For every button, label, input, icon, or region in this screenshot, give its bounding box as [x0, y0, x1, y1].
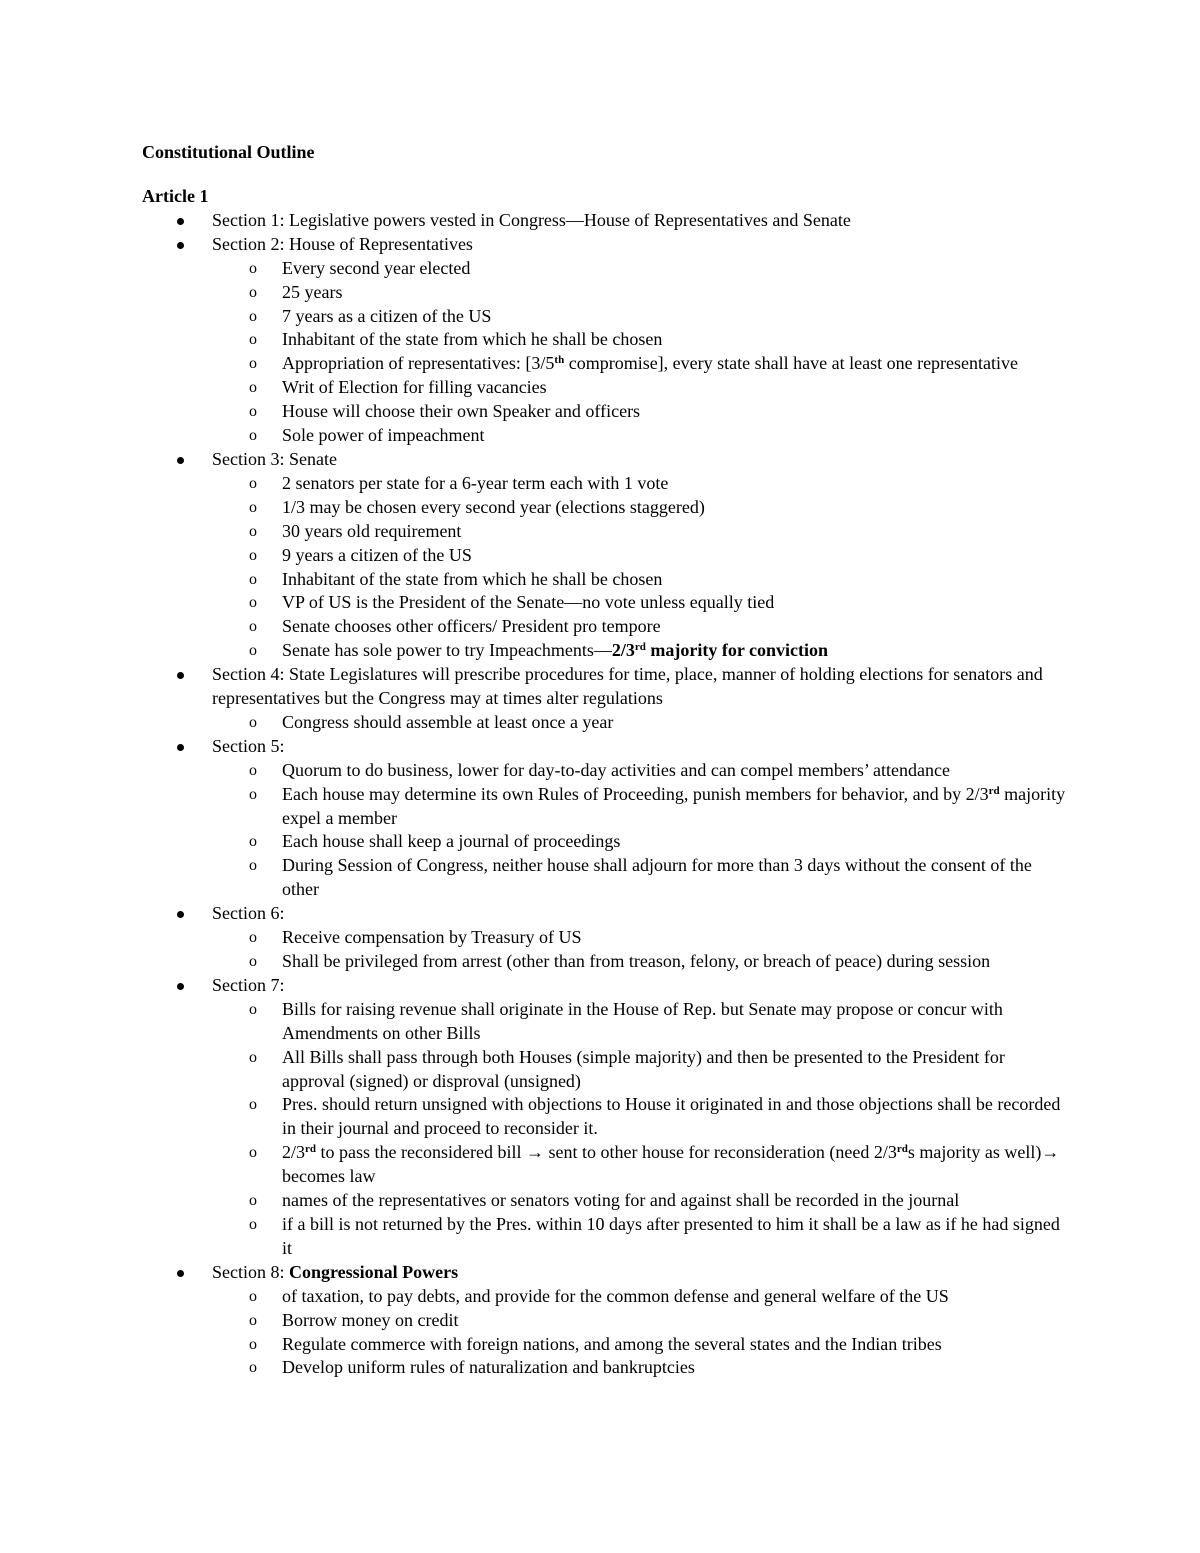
list-item: o 2 senators per state for a 6-year term each with 1 vote	[142, 472, 1072, 496]
list-item: o Congress should assemble at least once a year	[142, 711, 1072, 735]
section-3-label: Section 3: Senate	[212, 448, 337, 469]
article-heading: Article 1	[142, 186, 209, 206]
section-list	[142, 209, 1072, 1380]
list-item: o Regulate commerce with foreign nations, and among the several states and the Indian tribes	[142, 1333, 1072, 1357]
section-5	[142, 735, 1072, 902]
section-5-items	[212, 759, 1072, 902]
list-item: o 1/3 may be chosen every second year (elections staggered)	[142, 496, 1072, 520]
list-item: o Each house may determine its own Rules of Proceeding, punish members for behavior, and by 2/3rd majority expel a member	[249, 783, 1066, 828]
list-item: o if a bill is not returned by the Pres. within 10 days after presented to him it shall be a law as if he had signed it	[249, 1213, 1060, 1258]
bullet-icon	[177, 744, 184, 751]
sub-bullet-icon: o	[249, 259, 257, 277]
section-4-label: Section 4: State Legislatures will prescribe procedures for time, place, manner of holding elections for senators and representatives but the Congress may at times alter regulations	[212, 664, 1043, 709]
section-5-label: Section 5:	[212, 735, 285, 756]
section-6	[142, 902, 1072, 974]
sub-bullet-icon: o	[249, 833, 257, 851]
document-title: Constitutional Outline	[142, 142, 315, 162]
list-item: o Senate chooses other officers/ President pro tempore	[142, 615, 1072, 639]
arrow-right-icon: →	[1041, 1142, 1060, 1163]
section-3-items	[212, 472, 1072, 663]
section-8-heading: Congressional Powers	[289, 1261, 459, 1282]
list-item: o names of the representatives or senators voting for and against shall be recorded in the journal	[142, 1189, 1072, 1213]
list-item: o Quorum to do business, lower for day-to-day activities and can compel members’ attendance	[142, 759, 1072, 783]
list-item: o Bills for raising revenue shall originate in the House of Rep. but Senate may propose or concur with Amendments on other Bills	[249, 998, 1003, 1043]
sub-bullet-icon: o	[249, 355, 257, 373]
list-item: o Every second year elected	[142, 257, 1072, 281]
list-item: o Borrow money on credit	[142, 1309, 1072, 1333]
sub-bullet-icon: o	[249, 1359, 257, 1377]
sub-bullet-icon: o	[249, 307, 257, 325]
sub-bullet-icon: o	[249, 570, 257, 588]
section-6-label: Section 6:	[212, 903, 285, 924]
bullet-icon	[177, 672, 184, 679]
sub-bullet-icon: o	[249, 857, 257, 875]
sub-bullet-icon: o	[249, 785, 257, 803]
list-item: o of taxation, to pay debts, and provide for the common defense and general welfare of the US	[142, 1285, 1072, 1309]
list-item: o 9 years a citizen of the US	[142, 544, 1072, 568]
list-item: o 25 years	[142, 281, 1072, 305]
list-item: o Sole power of impeachment	[142, 424, 1072, 448]
list-item: o During Session of Congress, neither house shall adjourn for more than 3 days without the consent of the other	[249, 855, 1032, 900]
list-item: o 30 years old requirement	[142, 520, 1072, 544]
list-item: o House will choose their own Speaker and officers	[142, 400, 1072, 424]
sub-bullet-icon: o	[249, 522, 257, 540]
sub-bullet-icon: o	[249, 379, 257, 397]
arrow-right-icon: →	[525, 1142, 544, 1163]
sub-bullet-icon: o	[249, 642, 257, 660]
sub-bullet-icon: o	[249, 427, 257, 445]
list-item: o Receive compensation by Treasury of US	[142, 926, 1072, 950]
section-2-label: Section 2: House of Representatives	[212, 233, 473, 254]
sub-bullet-icon: o	[249, 953, 257, 970]
sub-bullet-icon: o	[249, 403, 257, 421]
list-item: o 2/3rd to pass the reconsidered bill → sent to other house for reconsideration (need 2/3rds majority as well)→ becomes law	[249, 1142, 1060, 1187]
section-7	[142, 974, 1072, 1261]
bullet-icon	[177, 457, 184, 464]
section-4-items	[212, 711, 1072, 735]
sub-bullet-icon: o	[249, 331, 257, 349]
sub-bullet-icon: o	[249, 1048, 257, 1066]
sub-bullet-icon: o	[249, 498, 257, 516]
list-item: o Appropriation of representatives: [3/5th compromise], every state shall have at least one representative	[142, 352, 1072, 376]
list-item: o All Bills shall pass through both Houses (simple majority) and then be presented to the President for approval (signed) or disproval (unsigned)	[249, 1046, 1005, 1091]
sub-bullet-icon: o	[249, 929, 257, 947]
section-3	[142, 448, 1072, 663]
list-item: o Shall be privileged from arrest (other than from treason, felony, or breach of peace) during session	[142, 950, 1072, 974]
section-2	[142, 233, 1072, 448]
section-6-items	[212, 926, 1072, 974]
sub-bullet-icon: o	[249, 761, 257, 779]
sub-bullet-icon: o	[249, 283, 257, 301]
sub-bullet-icon: o	[249, 1144, 257, 1162]
sub-bullet-icon: o	[249, 594, 257, 612]
section-1-text: Section 1: Legislative powers vested in Congress—House of Representatives and Senate	[212, 209, 851, 230]
sub-bullet-icon: o	[249, 1287, 257, 1305]
sub-bullet-icon: o	[249, 1335, 257, 1353]
sub-bullet-icon: o	[249, 1215, 257, 1233]
list-item: o Pres. should return unsigned with objections to House it originated in and those objections shall be recorded in their journal and proceed to reconsider it.	[249, 1094, 1061, 1139]
section-1	[142, 209, 1072, 233]
sub-bullet-icon: o	[249, 474, 257, 492]
sub-bullet-icon: o	[249, 1000, 257, 1018]
sub-bullet-icon: o	[249, 618, 257, 636]
bullet-icon	[177, 1270, 184, 1277]
section-7-items	[212, 998, 1072, 1261]
sub-bullet-icon: o	[249, 1192, 257, 1210]
section-8: Section 8: Congressional Powers o of taxation, to pay debts, and provide for the common defense and general welfare of the US o Borrow money on credit o Regulate commerce with foreign nations, and among the several states and the Indian tribes o Develop uniform rules of naturalization and bankruptcies	[142, 1261, 1072, 1381]
list-item: o Senate has sole power to try Impeachments—2/3rd majority for conviction	[142, 639, 1072, 663]
list-item: o Each house shall keep a journal of proceedings	[142, 830, 1072, 854]
list-item: o Inhabitant of the state from which he shall be chosen	[142, 328, 1072, 352]
section-2-items	[212, 257, 1072, 448]
list-item: o Develop uniform rules of naturalization and bankruptcies	[142, 1356, 1072, 1380]
sub-bullet-icon: o	[249, 713, 257, 731]
sub-bullet-icon: o	[249, 1311, 257, 1329]
bullet-icon	[177, 911, 184, 918]
sub-bullet-icon: o	[249, 1096, 257, 1114]
section-7-label: Section 7:	[212, 974, 285, 995]
document-body	[142, 141, 1072, 1380]
list-item: o VP of US is the President of the Senate—no vote unless equally tied	[142, 591, 1072, 615]
section-8-items	[212, 1285, 1072, 1381]
list-item: o Writ of Election for filling vacancies	[142, 376, 1072, 400]
section-4	[142, 663, 1072, 735]
list-item: o Inhabitant of the state from which he shall be chosen	[142, 568, 1072, 592]
bullet-icon	[177, 242, 184, 249]
sub-bullet-icon: o	[249, 546, 257, 564]
list-item: o 7 years as a citizen of the US	[142, 305, 1072, 329]
bullet-icon	[177, 218, 184, 225]
bullet-icon	[177, 983, 184, 990]
